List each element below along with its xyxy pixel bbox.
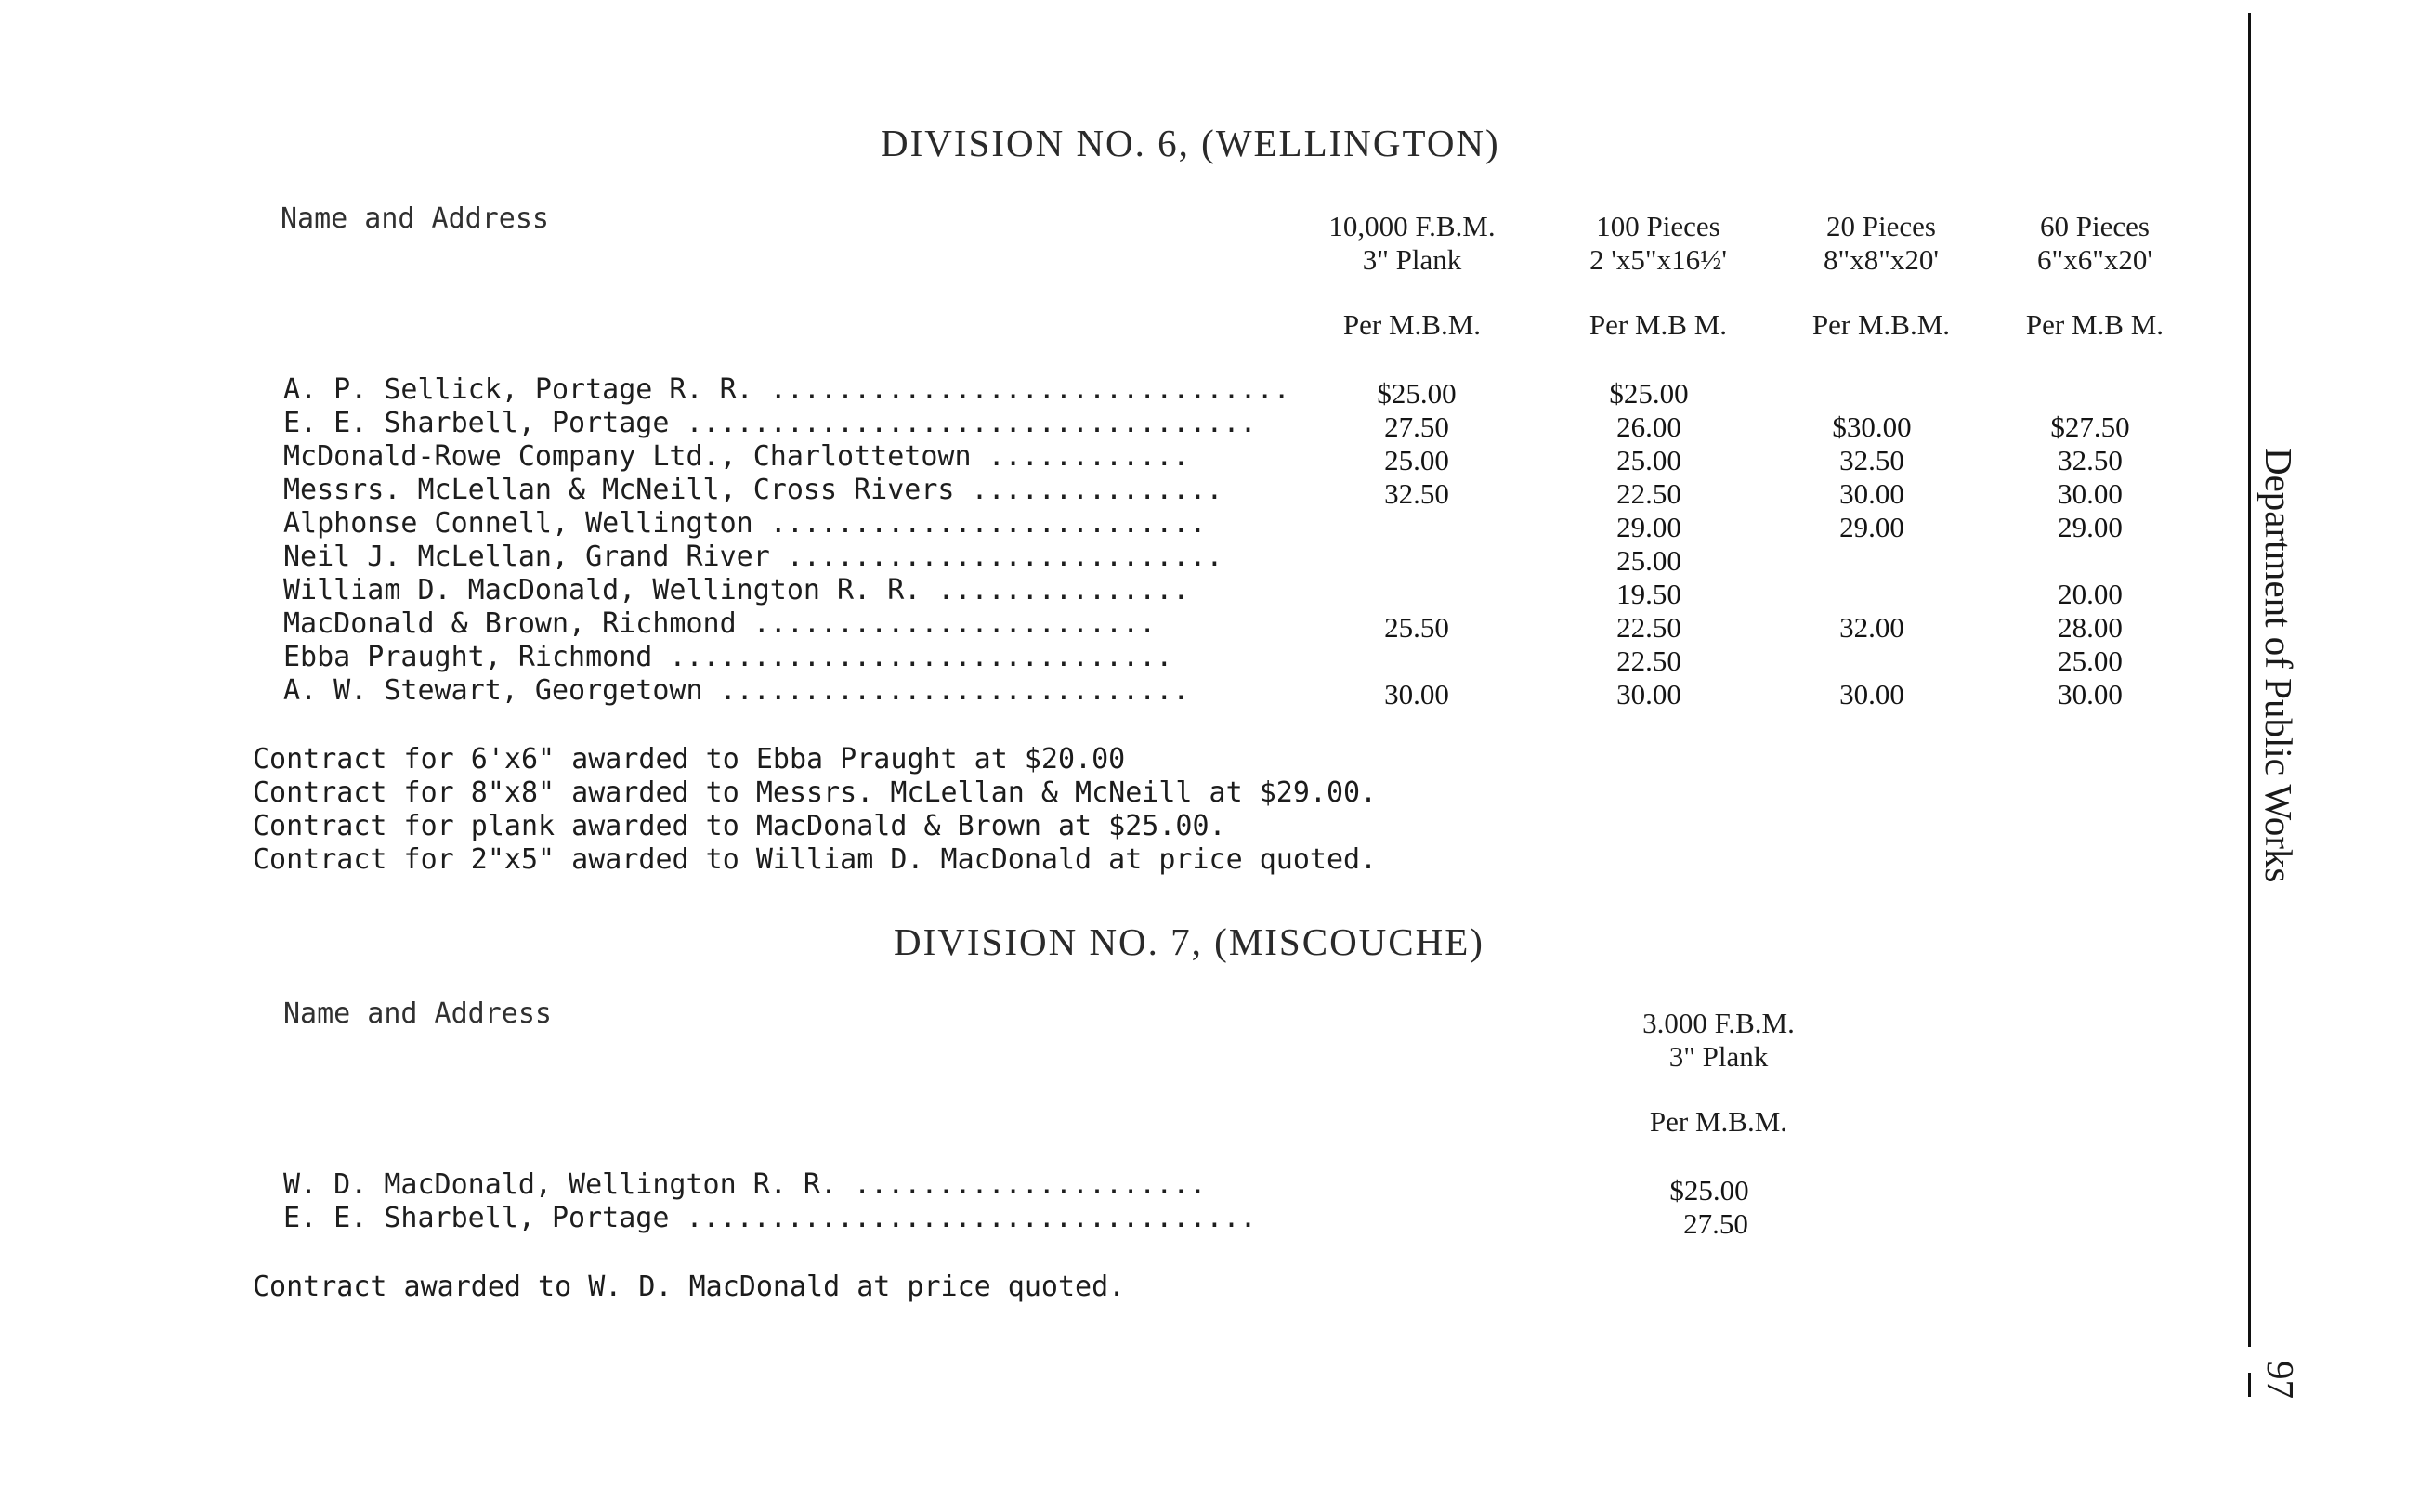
table-cell: 27.50 [1384,411,1449,443]
column-head-unit: Per M.B M. [2025,308,2164,341]
column-head-unit: Per M.B.M. [1649,1105,1788,1138]
table-cell: $27.50 [2050,411,2130,443]
table-cell: $25.00 [1609,377,1689,410]
table-cell: 30.00 [1839,477,1904,510]
contract-note: Contract awarded to W. D. MacDonald at price quoted. [253,1271,1126,1303]
table-cell: 32.50 [2058,444,2123,476]
table-cell: $30.00 [1832,411,1912,443]
table-cell: $25.00 [1377,377,1457,410]
contract-note: Contract for 6'x6" awarded to Ebba Praught at $20.00 [253,743,1126,776]
division-6-name-header: Name and Address [281,202,549,235]
table-cell: 28.00 [2058,611,2123,644]
table-cell: 25.00 [2058,645,2123,677]
division-6-column-head-plank [1282,210,1542,342]
running-head: Department of Public Works [2257,448,2300,883]
contract-note: Contract for 8"x8" awarded to Messrs. McLellan & McNeill at $29.00. [253,776,1378,809]
column-head-line2: 2 'x5"x16½' [1589,243,1727,276]
table-cell: 30.00 [1384,678,1449,710]
table-cell: 27.50 [1683,1207,1748,1240]
division-6-column-head-2x5 [1528,210,1788,342]
table-row-name: McDonald-Rowe Company Ltd., Charlottetown ............ [283,440,1190,473]
division-6-title: DIVISION NO. 6, (WELLINGTON) [881,122,1500,164]
column-head-line2: 3" Plank [1668,1040,1769,1073]
table-row-name: E. E. Sharbell, Portage .................................. [283,407,1257,439]
table-row-name: Messrs. McLellan & McNeill, Cross Rivers ............... [283,474,1223,506]
table-cell: 30.00 [1616,678,1681,710]
table-cell: 29.00 [2058,511,2123,543]
column-head-line2: 8"x8"x20' [1824,243,1939,276]
contract-note: Contract for plank awarded to MacDonald & Brown at $25.00. [253,810,1226,842]
column-head-line1: 100 Pieces [1596,210,1720,242]
table-cell: 32.50 [1384,477,1449,510]
table-cell: 22.50 [1616,645,1681,677]
column-head-line2: 6"x6"x20' [2037,243,2152,276]
column-head-line1: 3.000 F.B.M. [1642,1007,1795,1039]
page-number: 97 [2259,1361,2302,1399]
table-row-name: A. P. Sellick, Portage R. R. ............................... [283,373,1290,406]
division-6-column-head-6x6 [1965,210,2225,342]
table-cell: 25.00 [1616,444,1681,476]
table-row-name: W. D. MacDonald, Wellington R. R. ..................... [283,1168,1207,1201]
column-head-line1: 10,000 F.B.M. [1328,210,1496,242]
table-cell: 22.50 [1616,477,1681,510]
table-cell: 29.00 [1616,511,1681,543]
table-cell: 32.50 [1839,444,1904,476]
column-head-line1: 60 Pieces [2040,210,2150,242]
table-row-name: A. W. Stewart, Georgetown ............................ [283,674,1190,707]
table-cell: 19.50 [1616,578,1681,610]
table-cell: 25.50 [1384,611,1449,644]
table-row-name: E. E. Sharbell, Portage .................................. [283,1202,1257,1234]
table-row-name: Ebba Praught, Richmond .............................. [283,641,1173,673]
contract-note: Contract for 2"x5" awarded to William D. MacDonald at price quoted. [253,843,1378,876]
column-head-unit: Per M.B.M. [1342,308,1482,341]
column-head-line1: 20 Pieces [1826,210,1936,242]
table-row-name: Alphonse Connell, Wellington .......................... [283,507,1207,540]
margin-rule [2248,13,2251,1347]
division-7-title: DIVISION NO. 7, (MISCOUCHE) [894,920,1484,963]
division-7-column-head-plank [1589,1007,1849,1139]
column-head-unit: Per M.B M. [1589,308,1728,341]
table-cell: 20.00 [2058,578,2123,610]
column-head-unit: Per M.B.M. [1811,308,1951,341]
table-cell: 30.00 [2058,477,2123,510]
table-row-name: William D. MacDonald, Wellington R. R. ............... [283,574,1190,606]
table-cell: 22.50 [1616,611,1681,644]
table-cell: 32.00 [1839,611,1904,644]
column-head-line2: 3" Plank [1362,243,1462,276]
table-cell: 25.00 [1384,444,1449,476]
table-cell: 30.00 [1839,678,1904,710]
table-row-name: Neil J. McLellan, Grand River .......................... [283,541,1223,573]
division-7-name-header: Name and Address [283,997,552,1030]
table-cell: 26.00 [1616,411,1681,443]
table-cell: 30.00 [2058,678,2123,710]
table-cell: $25.00 [1669,1174,1749,1206]
margin-rule [2248,1373,2251,1397]
table-cell: 29.00 [1839,511,1904,543]
table-row-name: MacDonald & Brown, Richmond ........................ [283,607,1157,640]
table-cell: 25.00 [1616,544,1681,577]
